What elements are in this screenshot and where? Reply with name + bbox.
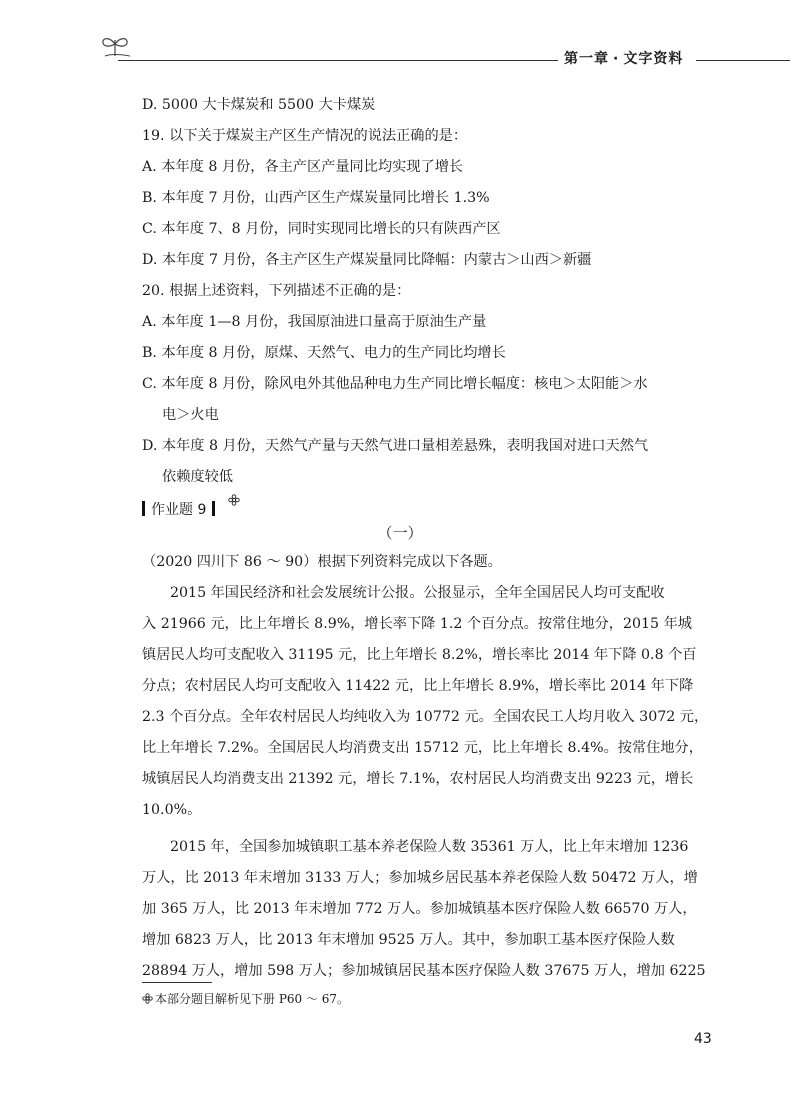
question-stem: 20. 根据上述资料，下列描述不正确的是： (142, 283, 411, 299)
option-line: B. 本年度 8 月份，原煤、天然气、电力的生产同比均增长 (142, 345, 506, 361)
heading-bar (142, 501, 145, 516)
option-line: C. 本年度 8 月份，除风电外其他品种电力生产同比增长幅度：核电＞太阳能＞水 (142, 376, 648, 392)
sprout-icon (100, 34, 130, 58)
option-line: D. 本年度 8 月份，天然气产量与天然气进口量相差悬殊，表明我国对进口天然气 (142, 438, 649, 454)
text-line: 镇居民人均可支配收入 31195 元，比上年增长 8.2%，增长率比 2014 年下降 0.8 个百 (142, 647, 697, 663)
title-separator: · (613, 51, 620, 67)
option-continuation: 电＞火电 (162, 407, 219, 423)
text-line: 比上年增长 7.2%。全国居民人均消费支出 15712 元，比上年增长 8.4%。按常住地分， (142, 740, 703, 756)
chapter-name: 文字资料 (623, 51, 684, 67)
chapter-number: 第一章 (564, 51, 609, 67)
option-line: D. 本年度 7 月份，各主产区生产煤炭量同比降幅：内蒙古＞山西＞新疆 (142, 252, 592, 268)
option-line: A. 本年度 1—8 月份，我国原油进口量高于原油生产量 (142, 314, 487, 330)
text-line: 28894 万人，增加 598 万人；参加城镇居民基本医疗保险人数 37675 万人，增加 6225 (142, 963, 706, 979)
option-line: C. 本年度 7、8 月份，同时实现同比增长的只有陕西产区 (142, 221, 501, 237)
text-line: （2020 四川下 86 ～ 90）根据下列资料完成以下各题。 (142, 554, 502, 570)
section-label: 作业题 9 (151, 502, 207, 518)
text-line: 增加 6823 万人，比 2013 年末增加 9525 万人。其中，参加职工基本医疗保险人数 (142, 932, 675, 948)
flower-icon (142, 993, 153, 1004)
question-options (142, 90, 692, 493)
question-stem: 19. 以下关于煤炭主产区生产情况的说法正确的是： (142, 128, 468, 144)
text-line: 万人，比 2013 年末增加 3133 万人；参加城乡居民基本养老保险人数 50472 万人，增 (142, 870, 698, 886)
text-line: 2015 年，全国参加城镇职工基本养老保险人数 35361 万人，比上年末增加 1236 (170, 839, 689, 855)
text-line: 入 21966 元，比上年增长 8.9%，增长率下降 1.2 个百分点。按常住地分，2015 年城 (142, 616, 692, 632)
material-text (142, 547, 709, 987)
option-continuation: 依赖度较低 (162, 469, 233, 485)
text-line: 2.3 个百分点。全年农村居民人均纯收入为 10772 元。全国农民工人均月收入 3072 元， (142, 709, 709, 725)
running-header (100, 28, 790, 68)
footnote-rule (142, 982, 212, 983)
option-line: D. 5000 大卡煤炭和 5500 大卡煤炭 (142, 97, 376, 113)
text-line: 分点；农村居民人均可支配收入 11422 元，比上年增长 8.9%，增长率比 2014 年下降 (142, 678, 694, 694)
text-line: 加 365 万人，比 2013 年末增加 772 万人。参加城镇基本医疗保险人数 66570 万人， (142, 901, 697, 917)
header-rule (696, 60, 790, 61)
option-line: B. 本年度 7 月份，山西产区生产煤炭量同比增长 1.3% (142, 190, 490, 206)
option-line: A. 本年度 8 月份，各主产区产量同比均实现了增长 (142, 159, 464, 175)
page-number: 43 (694, 1031, 712, 1047)
chapter-title (558, 48, 689, 68)
footnote-text: 本部分题目解析见下册 P60 ～ 67。 (155, 992, 350, 1006)
text-line: 城镇居民人均消费支出 21392 元，增长 7.1%，农村居民人均消费支出 9223 元，增长 (142, 771, 694, 787)
heading-bar (212, 501, 215, 516)
footnote (142, 990, 349, 1008)
flower-icon (228, 494, 240, 506)
section-heading (142, 494, 240, 518)
section-subtitle: （一） (377, 524, 423, 542)
text-line: 2015 年国民经济和社会发展统计公报。公报显示，全年全国居民人均可支配收 (170, 585, 665, 601)
text-line: 10.0%。 (142, 802, 202, 818)
